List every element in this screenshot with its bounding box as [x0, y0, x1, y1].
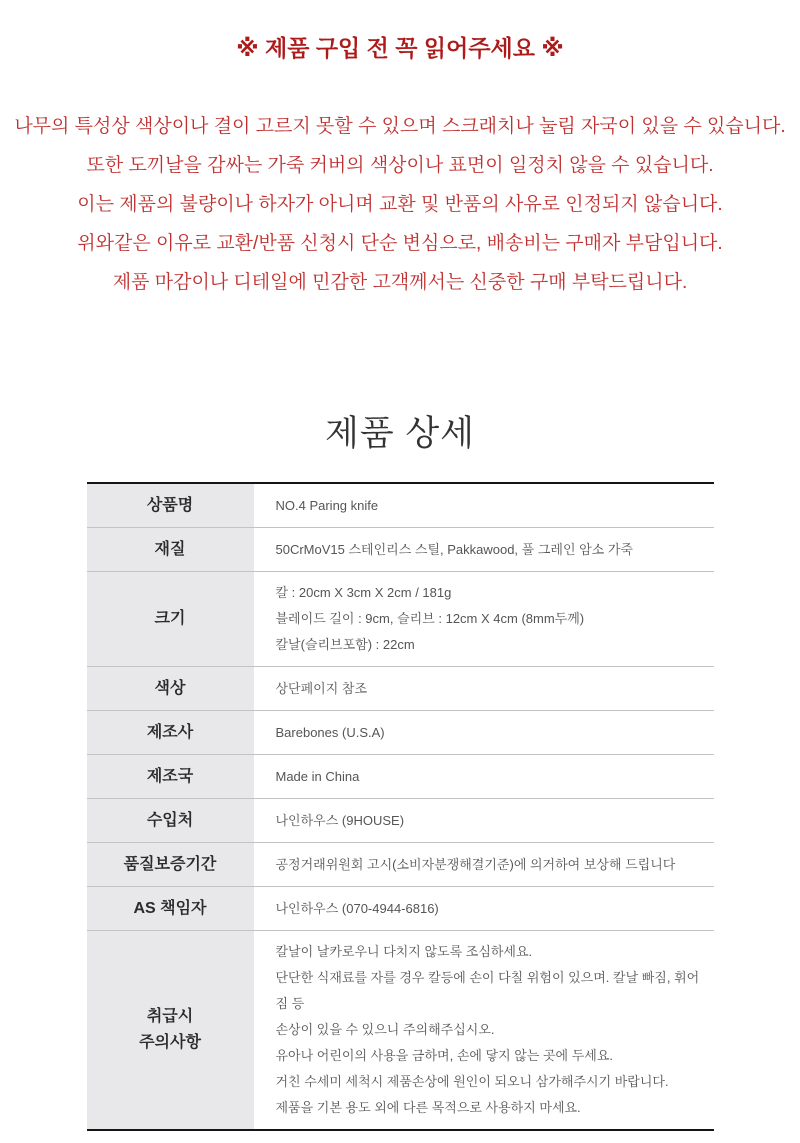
purchase-notice-line: 나무의 특성상 색상이나 결이 고르지 못할 수 있으며 스크래치나 눌림 자국이 있을 수 있습니다.	[14, 116, 786, 137]
spec-value-line: 블레이드 길이 : 9cm, 슬리브 : 12cm X 4cm (8mm두께)	[275, 611, 585, 626]
spec-value-line: 50CrMoV15 스테인리스 스틸, Pakkawood, 풀 그레인 암소 가죽	[275, 541, 633, 557]
spec-value-line: 손상이 있을 수 있으니 주의해주십시오.	[275, 1022, 495, 1037]
spec-label: AS 책임자	[87, 887, 254, 930]
purchase-notice-line: 이는 제품의 불량이나 하자가 아니며 교환 및 반품의 사유로 인정되지 않습니다.	[77, 194, 723, 215]
purchase-notice-line: 제품 마감이나 디테일에 민감한 고객께서는 신중한 구매 부탁드립니다.	[112, 272, 688, 293]
spec-value	[254, 755, 714, 798]
spec-label: 상품명	[87, 484, 254, 527]
spec-row-product-name	[87, 484, 714, 528]
purchase-notice-line: 위와같은 이유로 교환/반품 신청시 단순 변심으로, 배송비는 구매자 부담입니다.	[77, 233, 723, 254]
spec-value-line: Barebones (U.S.A)	[275, 724, 385, 740]
section-title-product-details: 제품 상세	[325, 414, 475, 453]
spec-row-size	[87, 572, 714, 667]
spec-value-line: 유아나 어린이의 사용을 금하며, 손에 닿지 않는 곳에 두세요.	[275, 1048, 614, 1063]
spec-value	[254, 711, 714, 754]
spec-row-as-manager	[87, 887, 714, 931]
spec-value-line: 칼날이 날카로우니 다치지 않도록 조심하세요.	[275, 944, 533, 959]
spec-row-color	[87, 667, 714, 711]
spec-label: 품질보증기간	[87, 843, 254, 886]
spec-value	[254, 843, 714, 886]
spec-value-line: 거친 수세미 세척시 제품손상에 원인이 되오니 삼가해주시기 바랍니다.	[275, 1074, 669, 1089]
spec-value-line: Made in China	[275, 768, 360, 784]
spec-value-line: 상단페이지 참조	[275, 680, 368, 696]
spec-value-line: 제품을 기본 용도 외에 다른 목적으로 사용하지 마세요.	[275, 1100, 581, 1115]
spec-value	[254, 931, 714, 1129]
spec-label	[87, 931, 254, 1129]
product-spec-table	[87, 482, 714, 1131]
spec-label: 크기	[87, 572, 254, 666]
spec-value-line: 공정거래위원회 고시(소비자분쟁해결기준)에 의거하여 보상해 드립니다	[275, 856, 676, 872]
spec-value-line: 나인하우스 (070-4944-6816)	[275, 900, 439, 916]
spec-row-manufacturer	[87, 711, 714, 755]
spec-label: 제조사	[87, 711, 254, 754]
spec-row-material	[87, 528, 714, 572]
spec-value	[254, 572, 714, 666]
spec-row-handling-precautions	[87, 931, 714, 1129]
spec-label: 수입처	[87, 799, 254, 842]
spec-value-line: 나인하우스 (9HOUSE)	[275, 812, 405, 828]
purchase-notice	[0, 107, 800, 302]
spec-value-line: 단단한 식재료를 자를 경우 칼등에 손이 다칠 위험이 있으며. 칼날 빠짐, 휘어짐 등	[275, 970, 700, 1011]
purchase-notice-title: ※ 제품 구입 전 꼭 읽어주세요 ※	[236, 35, 564, 61]
spec-value	[254, 887, 714, 930]
spec-label-line: 취급시	[146, 1008, 194, 1025]
spec-value-line: 칼 : 20cm X 3cm X 2cm / 181g	[275, 585, 452, 600]
spec-label: 제조국	[87, 755, 254, 798]
spec-value	[254, 484, 714, 527]
spec-label: 재질	[87, 528, 254, 571]
spec-label: 색상	[87, 667, 254, 710]
spec-row-warranty	[87, 843, 714, 887]
spec-row-importer	[87, 799, 714, 843]
spec-row-country-of-origin	[87, 755, 714, 799]
spec-value	[254, 667, 714, 710]
purchase-notice-line: 또한 도끼날을 감싸는 가죽 커버의 색상이나 표면이 일정치 않을 수 있습니다.	[86, 155, 714, 176]
spec-value	[254, 799, 714, 842]
spec-label-line: 주의사항	[139, 1034, 201, 1051]
spec-value	[254, 528, 714, 571]
spec-value-line: NO.4 Paring knife	[275, 497, 379, 513]
spec-value-line: 칼날(슬리브포함) : 22cm	[275, 637, 415, 652]
